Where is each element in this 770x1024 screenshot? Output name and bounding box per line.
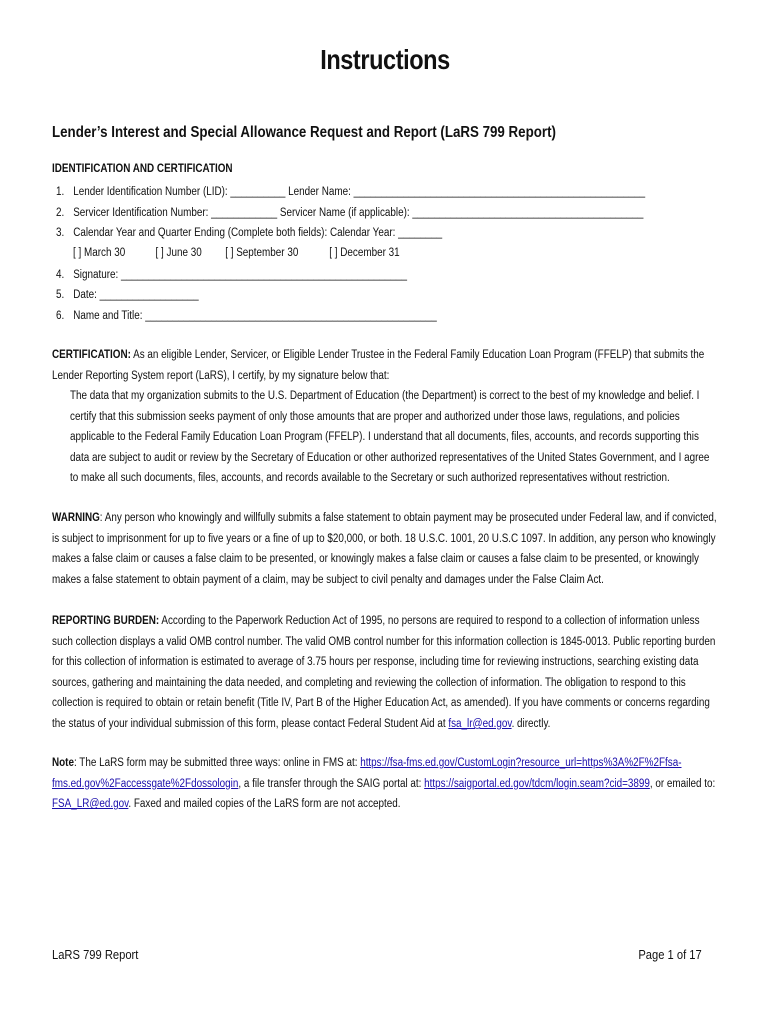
burden-tail: . directly. (511, 717, 551, 730)
fsa-email-link[interactable]: fsa_lr@ed.gov (448, 717, 512, 730)
footer-report-name: LaRS 799 Report (52, 947, 139, 962)
item-text: Date: __________________ (73, 289, 199, 301)
warning-label: WARNING (52, 512, 100, 524)
certification-intro-text: As an eligible Lender, Servicer, or Eligible Lender Trustee in the Federal Family Education Loan Program (FFELP) that submits the Lender Reporting System report (LaRS), I certify, by my signature below that: (52, 349, 705, 382)
item-number: 3. (56, 227, 65, 239)
field-item-3 (56, 226, 442, 240)
item-number: 4. (56, 269, 65, 281)
item-text: Lender Identification Number (LID): __________ Lender Name: _____________________________________________________ (73, 186, 646, 198)
identification-heading: IDENTIFICATION AND CERTIFICATION (52, 163, 233, 175)
certification-intro (52, 345, 719, 386)
warning-paragraph (52, 508, 719, 590)
saig-portal-link[interactable]: https://saigportal.ed.gov/tdcm/login.seam?cid=3899 (424, 777, 650, 790)
field-item-6 (56, 309, 437, 323)
item-number: 2. (56, 207, 65, 219)
note-text-3: , or emailed to: (649, 777, 716, 790)
fms-login-link[interactable]: https://fsa-fms.ed.gov/CustomLogin?resource_url=https%3A%2F%2Ffsa-fms.ed.gov%2Faccessgate%2Fdossologin (52, 757, 682, 790)
certification-label: CERTIFICATION: (52, 349, 131, 361)
item-number: 1. (56, 186, 65, 198)
note-text-2: , a file transfer through the SAIG portal at: (238, 777, 425, 790)
field-item-5 (56, 288, 199, 302)
quarter-checkbox-june[interactable]: [ ] June 30 (155, 247, 202, 259)
reporting-burden-paragraph (52, 611, 719, 735)
item-number: 5. (56, 289, 65, 301)
quarter-checkbox-december[interactable]: [ ] December 31 (329, 247, 400, 259)
quarter-options (73, 246, 400, 260)
report-subtitle: Lender’s Interest and Special Allowance Request and Report (LaRS 799 Report) (52, 124, 556, 141)
field-item-1 (56, 185, 645, 199)
item-text: Name and Title: _____________________________________________________ (73, 310, 437, 322)
quarter-checkbox-march[interactable]: [ ] March 30 (73, 247, 126, 259)
field-item-2 (56, 206, 643, 220)
item-text: Calendar Year and Quarter Ending (Complete both fields): Calendar Year: ________ (73, 227, 443, 239)
certification-body: The data that my organization submits to the U.S. Department of Education (the Department) is correct to the best of my knowledge and belief. I certify that this submission seeks payment of only those amounts that are proper and authorized under those laws, regulations, and policies applicable to the Federal Family Education Loan Program (FFELP). I understand that all documents, files, accounts, and records supporting this data are subject to audit or review by the Secretary of Education or other authorized representatives of the United States Government, and I agree to make all such documents, files, accounts, and records available to the Secretary or such authorized representatives without restriction. (70, 390, 710, 485)
note-paragraph (52, 753, 719, 815)
burden-text: According to the Paperwork Reduction Act of 1995, no persons are required to respond to a collection of information unless such collection displays a valid OMB control number. The valid OMB control number for this information collection is 1845-0013. Public reporting burden for this collection of information is estimated to average of 3.75 hours per response, including time for reviewing instructions, searching existing data sources, gathering and maintaining the data needed, and completing and reviewing the collection of information. The obligation to respond to this collection is required to obtain or retain benefit (Title IV, Part B of the Higher Education Act, as amended). If you have comments or concerns regarding the status of your individual submission of this form, please contact Federal Student Aid at (52, 615, 716, 730)
item-text: Servicer Identification Number: ____________ Servicer Name (if applicable): __________________________________________ (73, 207, 644, 219)
burden-label: REPORTING BURDEN: (52, 615, 160, 627)
quarter-checkbox-september[interactable]: [ ] September 30 (225, 247, 299, 259)
note-text-1: : The LaRS form may be submitted three ways: online in FMS at: (73, 757, 361, 769)
item-number: 6. (56, 310, 65, 322)
fsa-lr-email-link[interactable]: FSA_LR@ed.gov (52, 798, 129, 811)
note-text-4: . Faxed and mailed copies of the LaRS form are not accepted. (128, 798, 401, 811)
footer-page-number: Page 1 of 17 (638, 947, 702, 962)
warning-text: : Any person who knowingly and willfully submits a false statement to obtain payment may be prosecuted under Federal law, and if convicted, is subject to imprisonment for up to five years or a fine of up to $20,000, or both. 18 U.S.C. 1001, 20 U.S.C 1097. In addition, any person who knowingly makes a false claim or causes a false claim to be presented, or knowingly makes a false claim or causes a false claim to be presented, or knowingly makes a false statement to obtain payment of a claim, may be subject to civil penalty and damages under the False Claim Act. (52, 512, 717, 586)
field-item-4 (56, 268, 407, 282)
page-title: Instructions (320, 44, 450, 75)
note-label: Note (52, 757, 74, 769)
item-text: Signature: ____________________________________________________ (73, 269, 408, 281)
